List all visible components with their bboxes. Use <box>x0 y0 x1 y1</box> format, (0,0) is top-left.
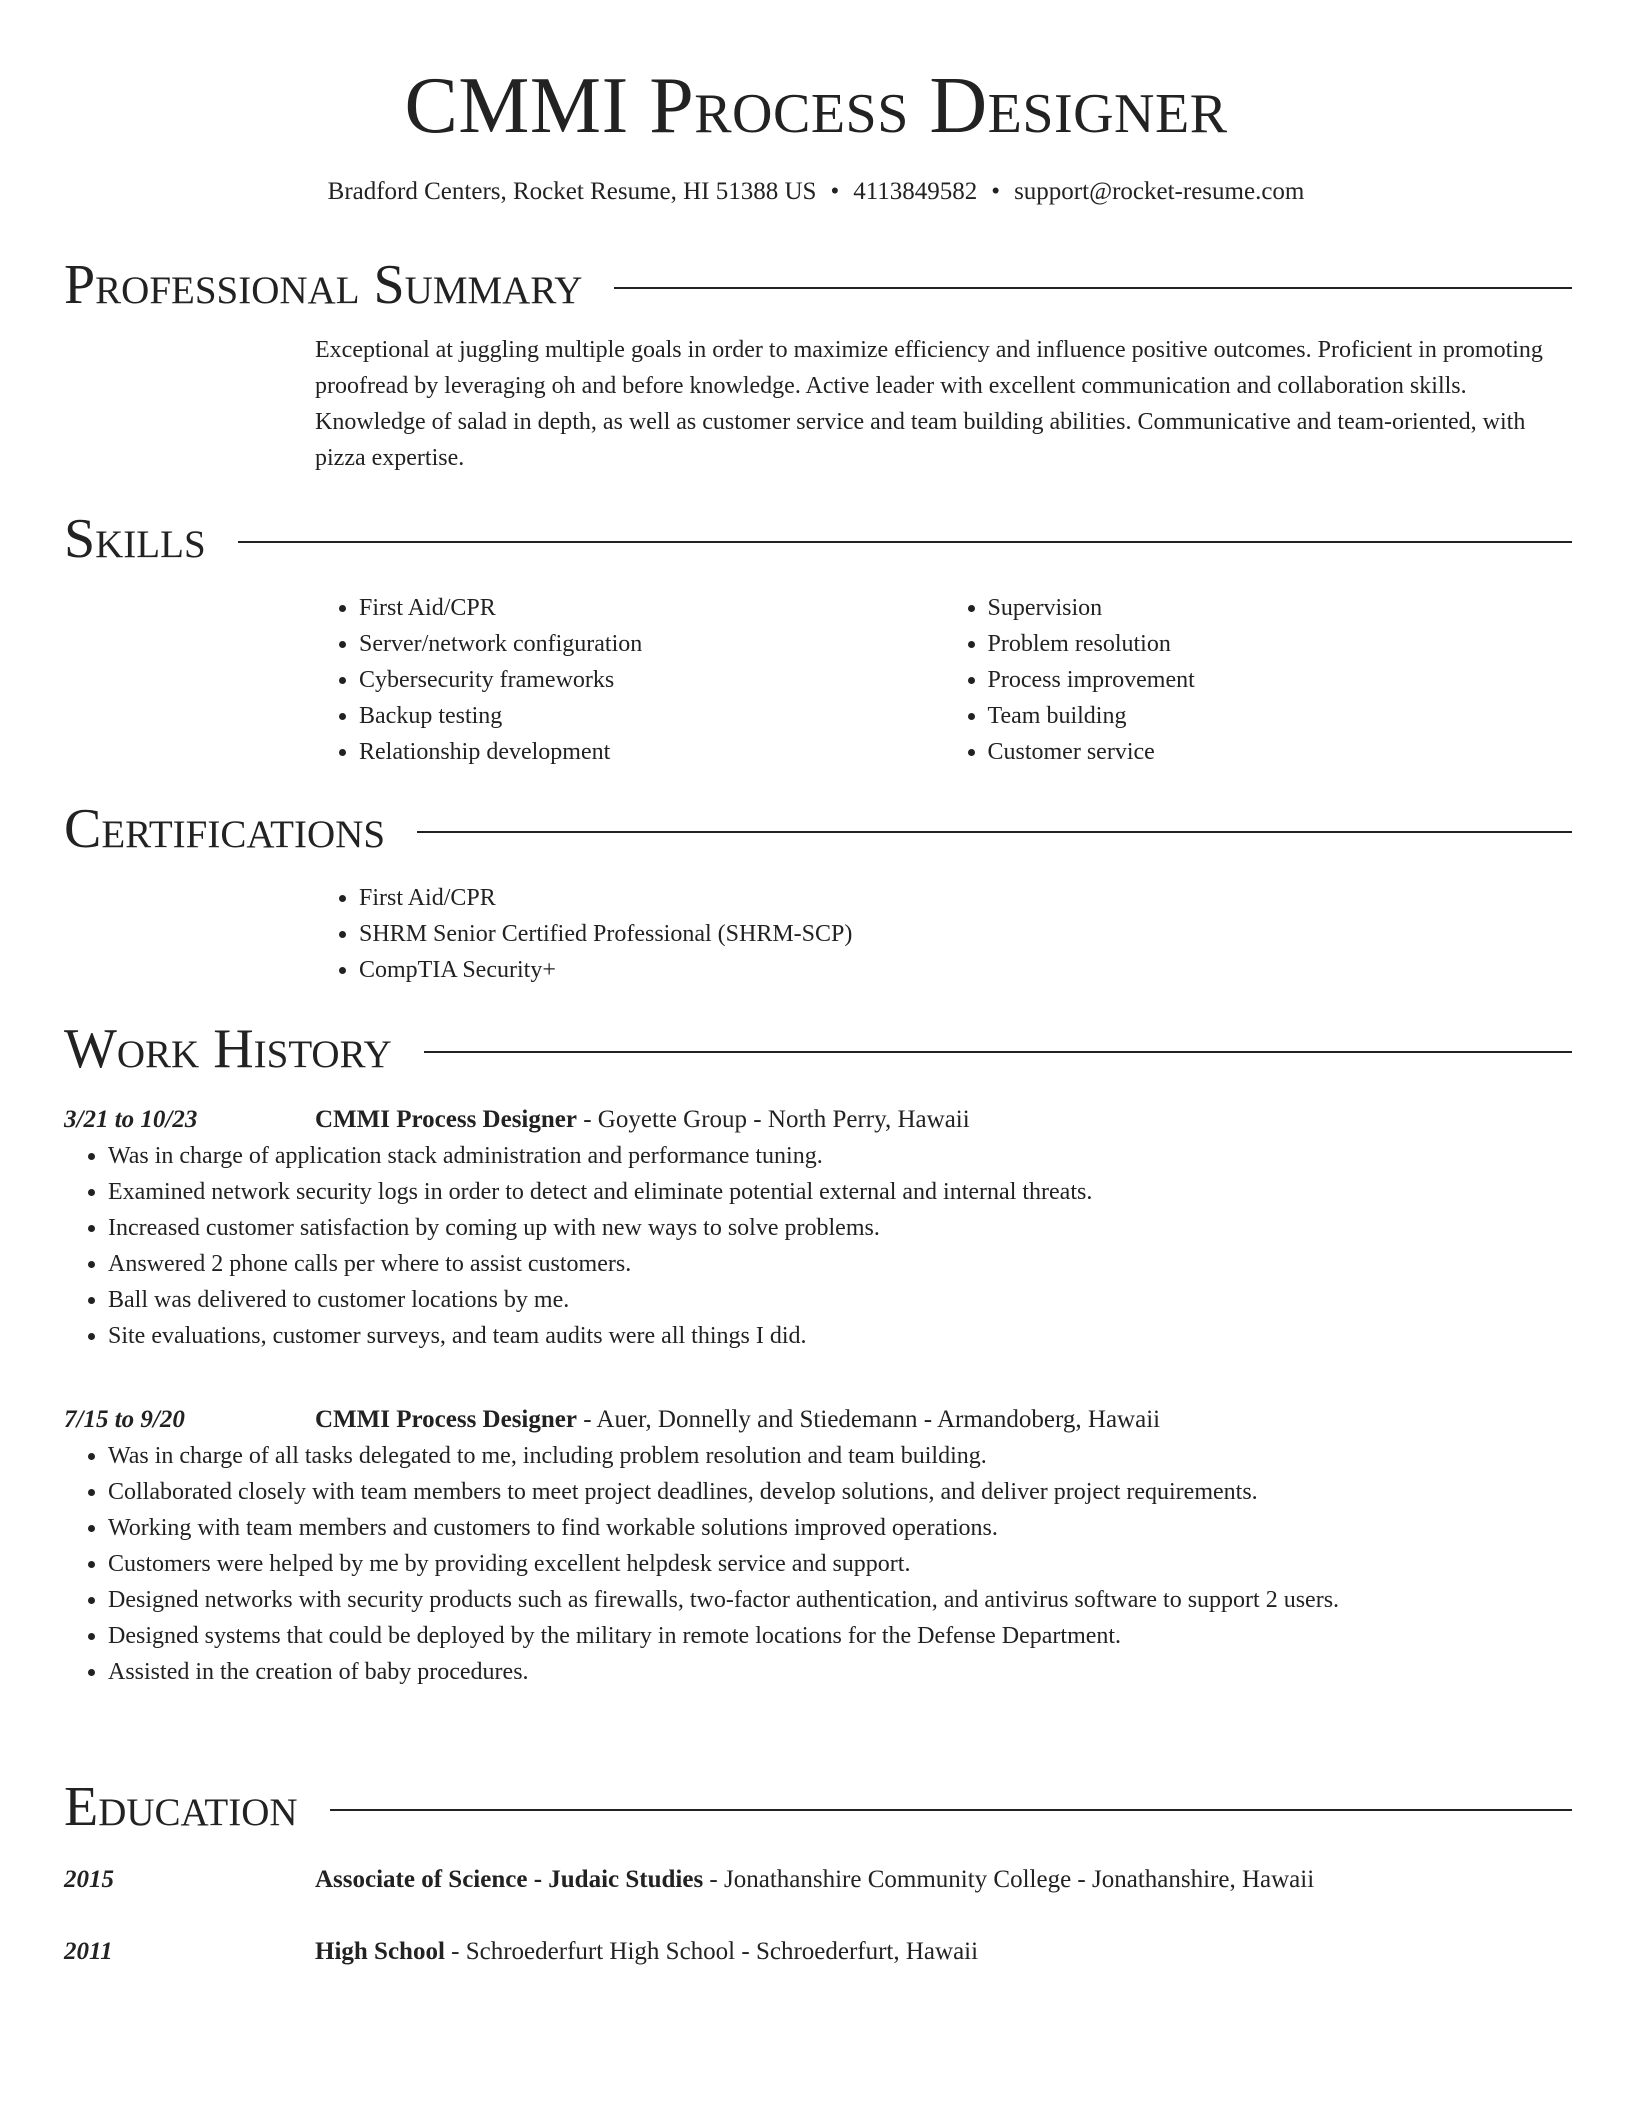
education-degree: High School <box>315 1938 445 1965</box>
job-dates: 7/15 to 9/20 <box>64 1406 185 1433</box>
work-history-title: Work History <box>64 1018 392 1080</box>
certifications-heading <box>64 794 1572 864</box>
education-year: 2011 <box>64 1938 113 1965</box>
skill-item: • Backup testing <box>359 698 944 734</box>
skills-column-right <box>944 590 1573 770</box>
summary-text: Exceptional at juggling multiple goals in order to maximize efficiency and influence positive outcomes. Proficient in promoting proofread by leveraging oh and before knowledge. Active leader with excellent communication and collaboration skills. Knowledge of salad in depth, as well as customer service and team building abilities. Communicative and team-oriented, with pizza expertise. <box>315 337 1543 471</box>
job-role: CMMI Process Designer <box>315 1106 577 1133</box>
education-details: - Jonathanshire Community College - Jonathanshire, Hawaii <box>703 1866 1315 1893</box>
skills-title: Skills <box>64 508 206 570</box>
job-bullet: • Assisted in the creation of baby procedures. <box>108 1654 1572 1690</box>
education-header <box>315 1934 1572 1970</box>
contact-email: support@rocket-resume.com <box>1014 178 1305 205</box>
candidate-name: CMMI Process Designer <box>404 62 1228 150</box>
job-header <box>315 1402 1572 1438</box>
skill-item: • Customer service <box>988 734 1573 770</box>
job-bullet: • Was in charge of application stack administration and performance tuning. <box>108 1138 1572 1174</box>
certifications-section <box>64 794 1572 988</box>
certification-item: • CompTIA Security+ <box>359 952 1572 988</box>
skill-item: • Process improvement <box>988 662 1573 698</box>
skill-item: • Relationship development <box>359 734 944 770</box>
section-divider <box>424 1051 1572 1053</box>
certifications-list <box>315 880 1572 988</box>
contact-separator: • <box>830 178 840 205</box>
skill-item: • Cybersecurity frameworks <box>359 662 944 698</box>
certifications-title: Certifications <box>64 798 386 860</box>
job-bullet: • Was in charge of all tasks delegated to me, including problem resolution and team building. <box>108 1438 1572 1474</box>
job-entry <box>64 1402 1572 1690</box>
job-bullet: • Customers were helped by me by providing excellent helpdesk service and support. <box>108 1546 1572 1582</box>
education-year: 2015 <box>64 1866 114 1893</box>
job-entry <box>64 1102 1572 1354</box>
skills-column-left <box>315 590 944 770</box>
education-header <box>315 1862 1572 1898</box>
education-details: - Schroederfurt High School - Schroederfurt, Hawaii <box>444 1938 979 1965</box>
education-entry <box>64 1862 1572 1898</box>
job-bullets <box>64 1438 1572 1690</box>
skills-heading <box>64 504 1572 574</box>
contact-line <box>0 176 1632 208</box>
section-divider <box>330 1809 1572 1811</box>
section-divider <box>614 287 1572 289</box>
education-degree: Associate of Science - Judaic Studies <box>315 1866 704 1893</box>
job-details: - Goyette Group - North Perry, Hawaii <box>576 1106 970 1133</box>
education-title: Education <box>64 1776 298 1838</box>
work-history-section <box>64 1014 1572 1690</box>
section-divider <box>238 541 1572 543</box>
skill-item: • Server/network configuration <box>359 626 944 662</box>
job-dates: 3/21 to 10/23 <box>64 1106 198 1133</box>
job-bullet: • Designed networks with security products such as firewalls, two-factor authentication, and antivirus software to support 2 users. <box>108 1582 1572 1618</box>
job-details: - Auer, Donnelly and Stiedemann - Armandoberg, Hawaii <box>576 1406 1161 1433</box>
job-bullet: • Ball was delivered to customer locations by me. <box>108 1282 1572 1318</box>
job-bullet: • Increased customer satisfaction by coming up with new ways to solve problems. <box>108 1210 1572 1246</box>
skills-list <box>315 590 1572 770</box>
job-bullets <box>64 1138 1572 1354</box>
job-bullet: • Designed systems that could be deployed by the military in remote locations for the Defense Department. <box>108 1618 1572 1654</box>
job-bullet: • Examined network security logs in order to detect and eliminate potential external and internal threats. <box>108 1174 1572 1210</box>
skills-section <box>64 504 1572 770</box>
summary-content <box>315 332 1572 476</box>
work-history-heading <box>64 1014 1572 1084</box>
skill-item: • Team building <box>988 698 1573 734</box>
job-bullet: • Collaborated closely with team members to meet project deadlines, develop solutions, and deliver project requirements. <box>108 1474 1572 1510</box>
summary-title: Professional Summary <box>64 254 583 316</box>
skill-item: • Problem resolution <box>988 626 1573 662</box>
contact-address: Bradford Centers, Rocket Resume, HI 51388 US <box>327 178 817 205</box>
summary-heading <box>64 250 1572 320</box>
contact-phone: 4113849582 <box>853 178 978 205</box>
job-bullet: • Answered 2 phone calls per where to assist customers. <box>108 1246 1572 1282</box>
summary-section <box>64 250 1572 476</box>
education-section <box>64 1772 1572 1970</box>
certification-item: • First Aid/CPR <box>359 880 1572 916</box>
certification-items <box>315 880 1572 988</box>
section-divider <box>417 831 1572 833</box>
job-bullet: • Working with team members and customers to find workable solutions improved operations. <box>108 1510 1572 1546</box>
job-header <box>315 1102 1572 1138</box>
certification-item: • SHRM Senior Certified Professional (SHRM-SCP) <box>359 916 1572 952</box>
job-bullet: • Site evaluations, customer surveys, and team audits were all things I did. <box>108 1318 1572 1354</box>
job-role: CMMI Process Designer <box>315 1406 577 1433</box>
education-entry <box>64 1934 1572 1970</box>
skill-item: • Supervision <box>988 590 1573 626</box>
skill-item: • First Aid/CPR <box>359 590 944 626</box>
education-heading <box>64 1772 1572 1842</box>
contact-separator: • <box>991 178 1001 205</box>
